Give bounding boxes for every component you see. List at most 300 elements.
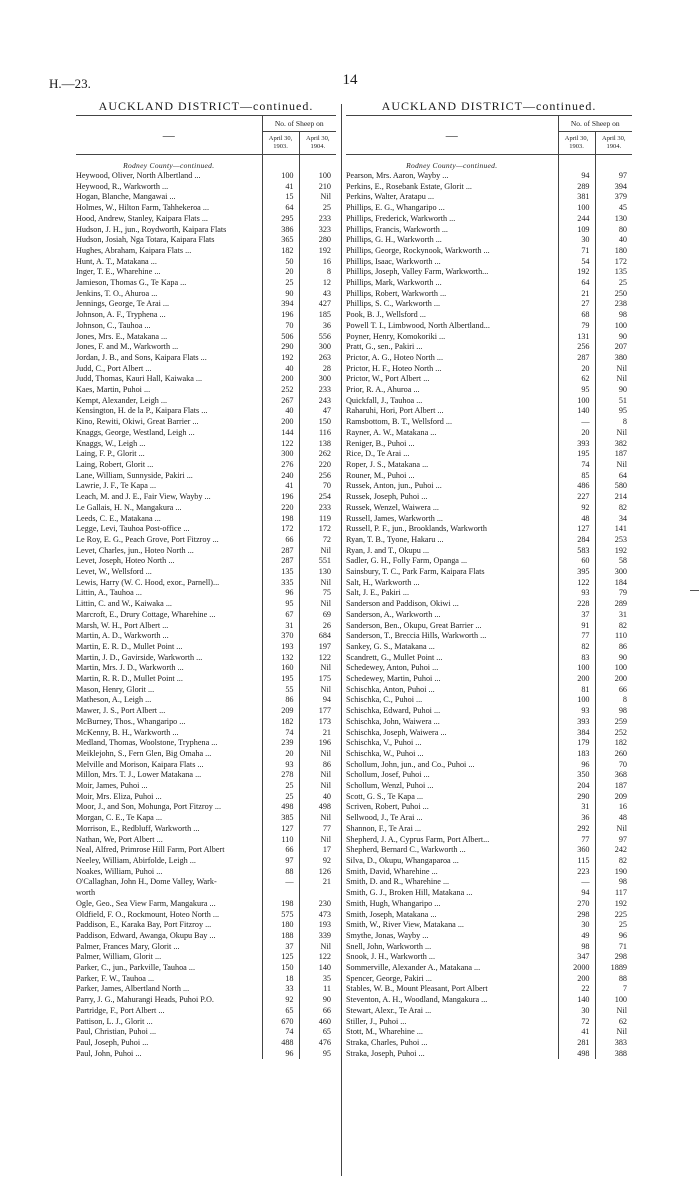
owner-name: Levet, Joseph, Hoteo North ... [76,556,175,566]
sheep-1904: 122 [299,653,336,664]
owner-name: Schischka, C., Puhoi ... [346,695,423,705]
sheep-1904: 192 [299,246,336,257]
sheep-1904: 214 [595,492,632,503]
owner-name: Phillips, Frederick, Warkworth ... [346,213,456,223]
sheep-1903: 72 [558,1017,595,1028]
owner-name: Schischka, W., Puhoi ... [346,748,424,758]
sheep-1903: 583 [558,546,595,557]
sheep-1903: 192 [558,267,595,278]
owner-name: Neeley, William, Abirfolde, Leigh ... [76,856,196,865]
table-row [76,770,336,781]
table-row [76,717,336,728]
sheep-1903: 31 [558,802,595,813]
sheep-1904: 90 [299,995,336,1006]
sheep-1903: 150 [262,963,299,974]
table-row [346,546,632,557]
table-row [76,192,336,203]
owner-name: Schischka, Edward, Puhoi ... [346,706,441,716]
sheep-1904 [299,888,336,899]
owner-name: Phillips, George, Rockynook, Warkworth ... [346,245,490,255]
sheep-1903: 27 [558,299,595,310]
table-row [346,888,632,899]
table-row [76,963,336,974]
sheep-1904: 1889 [595,963,632,974]
sheep-1903: 74 [558,460,595,471]
owner-name: Morrison, E., Redbluff, Warkworth ... [76,823,200,833]
sheep-1903: 20 [558,364,595,375]
sheep-1904: 182 [595,738,632,749]
sheep-1903: — [558,417,595,428]
table-row [76,984,336,995]
sheep-1904: 40 [595,235,632,246]
owner-name: Parker, James, Albertland North ... [76,984,190,994]
sheep-1903: 50 [262,257,299,268]
table-row [346,610,632,621]
left-header-1903: April 30, 1903. [262,132,299,155]
sheep-1903: 195 [262,674,299,685]
sheep-1903: 37 [558,610,595,621]
table-row [76,235,336,246]
table-row [76,974,336,985]
owner-name: Le Roy, E. G., Peach Grove, Port Fitzroy ... [76,534,219,544]
owner-name: Medland, Thomas, Woolstone, Tryphena ... [76,738,218,748]
table-row [76,760,336,771]
sheep-1903: 298 [558,910,595,921]
table-row [76,492,336,503]
sheep-1903: 381 [558,192,595,203]
table-row [346,931,632,942]
owner-name: Hood, Andrew, Stanley, Kaipara Flats ... [76,213,208,223]
sheep-1904: 141 [595,524,632,535]
table-row [346,856,632,867]
sheep-1903: 498 [558,1049,595,1060]
owner-name: Smith, D. and R., Wharehine ... [346,877,450,887]
table-row [76,535,336,546]
table-row [346,353,632,364]
sheep-1904: 25 [595,920,632,931]
sheep-1903: 220 [262,503,299,514]
owner-name: Smith, Joseph, Matakana ... [346,909,437,919]
table-row [346,717,632,728]
table-row [346,695,632,706]
sheep-1903: 25 [262,792,299,803]
table-row [76,1038,336,1049]
owner-name: Leach, M. and J. E., Fair View, Wayby ... [76,492,211,502]
sheep-1903: 98 [558,942,595,953]
table-row [76,749,336,760]
page-number: 14 [342,72,358,88]
owner-name: Heywood, Oliver, North Albertland ... [76,171,201,180]
owner-name: Matheson, A., Leigh ... [76,695,152,705]
table-row [76,610,336,621]
sheep-1903: 81 [558,685,595,696]
table-row [346,225,632,236]
owner-name: Laing, F. P., Glorit ... [76,449,145,459]
sheep-1903: 85 [558,471,595,482]
owner-name: Knaggs, W., Leigh ... [76,438,146,448]
sheep-1904: 119 [299,514,336,525]
owner-name: Poyner, Henry, Komokoriki ... [346,331,446,341]
owner-name: Palmer, Frances Mary, Glorit ... [76,941,180,951]
sheep-1904: 70 [595,760,632,771]
table-row [346,471,632,482]
owner-name: Hughes, Abraham, Kaipara Flats ... [76,245,192,255]
table-row [76,685,336,696]
table-row [346,588,632,599]
sheep-1904: 551 [299,556,336,567]
table-row [346,492,632,503]
owner-name: Schischka, Joseph, Waiwera ... [346,727,447,737]
table-row [76,1006,336,1017]
sheep-1903: 40 [262,406,299,417]
sheep-1903: 94 [558,171,595,182]
owner-name: Martin, R. R. D., Mullet Point ... [76,674,183,684]
owner-name: Kaes, Martin, Puhoi ... [76,385,151,395]
owner-name: Smith, G. J., Broken Hill, Matakana ... [346,888,473,898]
sheep-1904: 35 [299,974,336,985]
sheep-1903: 96 [262,1049,299,1060]
owner-name: Schollum, John, jun., and Co., Puhoi ... [346,759,475,769]
sheep-1904: Nil [595,1006,632,1017]
table-row [76,225,336,236]
sheep-1903: 30 [558,920,595,931]
sheep-1904: Nil [595,824,632,835]
sheep-1904: 187 [595,449,632,460]
sheep-1904: 96 [595,931,632,942]
owner-name: Leeds, C. E., Matakana ... [76,513,161,523]
sheep-1904: 71 [595,942,632,953]
owner-name: Rouner, M., Puhoi ... [346,470,415,480]
sheep-1903: 395 [558,567,595,578]
sheep-1904: 476 [299,1038,336,1049]
sheep-1903: 100 [558,396,595,407]
sheep-1904: 250 [595,289,632,300]
sheep-1904: 66 [299,1006,336,1017]
table-row [346,192,632,203]
table-row [346,267,632,278]
sheep-1903: 96 [558,760,595,771]
table-row [346,514,632,525]
sheep-1903: 182 [262,717,299,728]
owner-name: O'Callaghan, John H., Dome Valley, Wark- [76,877,217,887]
sheep-1904: 47 [299,406,336,417]
sheep-1903: 30 [558,1006,595,1017]
table-row [76,246,336,257]
sheep-1903: 93 [558,588,595,599]
sheep-1903: 252 [262,385,299,396]
sheep-1903: 127 [558,524,595,535]
owner-name: Jenkins, T. O., Ahuroa ... [76,288,158,298]
sheep-1903: 360 [558,845,595,856]
sheep-1904: 51 [595,396,632,407]
sheep-1903: 239 [262,738,299,749]
owner-name: Moir, James, Puhoi ... [76,781,148,791]
table-row [346,460,632,471]
owner-name: Pearson, Mrs. Aaron, Wayby ... [346,171,449,180]
owner-name: Stewart, Alexr., Te Arai ... [346,1005,432,1015]
sheep-1903: — [262,877,299,888]
table-row [76,674,336,685]
sheep-1904: 95 [299,1049,336,1060]
sheep-1903: 88 [262,867,299,878]
sheep-1904: Nil [299,770,336,781]
table-row [346,299,632,310]
table-row [76,342,336,353]
sheep-1903: 109 [558,225,595,236]
owner-name: Perkins, Walter, Aratapu ... [346,192,434,202]
sheep-1903: 160 [262,663,299,674]
sheep-1904: Nil [299,781,336,792]
sheep-1904: 379 [595,192,632,203]
owner-name: Salt, H., Warkworth ... [346,577,420,587]
owner-name: Partridge, F., Port Albert ... [76,1005,165,1015]
table-row [76,353,336,364]
table-row [76,471,336,482]
sheep-1904: 100 [595,321,632,332]
owner-name: Stiller, J., Puhoi ... [346,1016,407,1026]
sheep-1904: 135 [595,267,632,278]
right-sheep-table [346,115,632,1059]
sheep-1904: 82 [595,503,632,514]
table-row [346,1006,632,1017]
table-row [346,235,632,246]
owner-name: Phillips, Francis, Warkworth ... [346,224,448,234]
owner-name: Littin, C. and W., Kaiwaka ... [76,599,172,609]
right-district-title: AUCKLAND DISTRICT—continued. [381,99,597,113]
owner-name: Parry, J. G., Mahurangi Heads, Puhoi P.O. [76,995,214,1005]
owner-name: Schollum, Josef, Puhoi ... [346,770,430,780]
table-row [346,792,632,803]
sheep-1904: 209 [595,792,632,803]
owner-name: Straka, Joseph, Puhoi ... [346,1048,425,1058]
left-county-subhead: Rodney County—continued. [123,161,215,170]
sheep-1903: 74 [262,728,299,739]
sheep-1903: 77 [558,631,595,642]
sheep-1904: 43 [299,289,336,300]
sheep-1904: 64 [595,471,632,482]
sheep-1904: 427 [299,299,336,310]
owner-name: Lane, William, Sunnyside, Pakiri ... [76,470,193,480]
table-row [346,321,632,332]
table-row [346,770,632,781]
sheep-1903: 33 [262,984,299,995]
table-row [76,524,336,535]
sheep-1904: 21 [299,877,336,888]
sheep-1903: 276 [262,460,299,471]
table-row [76,920,336,931]
table-row [346,503,632,514]
sheep-1903: 91 [558,621,595,632]
sheep-1903: 196 [262,492,299,503]
sheep-1903: 37 [262,942,299,953]
sheep-1903: 110 [262,835,299,846]
sheep-1904: 82 [595,856,632,867]
table-row [346,374,632,385]
owner-name: Schedewey, Anton, Puhoi ... [346,663,439,673]
sheep-1903: 209 [262,706,299,717]
owner-name: Hogan, Blanche, Mangawai ... [76,192,176,202]
sheep-1903: 267 [262,396,299,407]
owner-name: Noakes, William, Puhoi ... [76,866,163,876]
sheep-1903: 66 [262,535,299,546]
owner-name: Straka, Charles, Puhoi ... [346,1037,428,1047]
owner-name: Le Gallais, H. N., Mangakura ... [76,502,182,512]
sheep-1903: 287 [558,353,595,364]
table-row [346,396,632,407]
table-row [346,599,632,610]
sheep-1904: 197 [299,642,336,653]
sheep-1903: 144 [262,428,299,439]
sheep-1903: 86 [262,695,299,706]
table-row [76,214,336,225]
table-row [346,621,632,632]
sheep-1904: 130 [595,214,632,225]
table-row [346,1017,632,1028]
table-row [76,728,336,739]
sheep-1903: 227 [558,492,595,503]
sheep-1903: 96 [262,588,299,599]
table-row [76,952,336,963]
owner-name: Jamieson, Thomas G., Te Kapa ... [76,278,187,288]
owner-name: Judd, C., Port Albert ... [76,363,152,373]
table-row [346,203,632,214]
table-row [346,364,632,375]
sheep-1904: 92 [299,856,336,867]
sheep-1904: 77 [299,824,336,835]
sheep-1904: 238 [595,299,632,310]
owner-name: Phillips, S. C., Warkworth ... [346,299,441,309]
sheep-1904: 17 [299,845,336,856]
sheep-1904: 150 [299,417,336,428]
owner-name: Sadler, G. H., Folly Farm, Opanga ... [346,556,468,566]
sheep-1903: 49 [558,931,595,942]
table-row [346,257,632,268]
table-row [346,449,632,460]
sheep-1904: 193 [299,920,336,931]
owner-name: Raharuhi, Hori, Port Albert ... [346,406,444,416]
sheep-1904: Nil [595,374,632,385]
table-row [346,567,632,578]
owner-name: Parker, C., jun., Parkville, Tauhoa ... [76,963,196,973]
sheep-1903: 64 [558,278,595,289]
sheep-1904: 31 [595,610,632,621]
sheep-1903: 183 [558,749,595,760]
table-row [346,663,632,674]
table-row [76,738,336,749]
sheep-1904: 173 [299,717,336,728]
owner-name: Silva, D., Okupu, Whangaparoa ... [346,856,459,865]
table-row [346,289,632,300]
owner-name: Phillips, Isaac, Warkworth ... [346,256,441,266]
sheep-1903: 486 [558,481,595,492]
table-row [76,417,336,428]
left-sheep-table [76,115,336,1059]
sheep-1904: 210 [299,182,336,193]
table-row [346,406,632,417]
sheep-1904: Nil [595,460,632,471]
sheep-1903: 188 [262,931,299,942]
owner-name: Steventon, A. H., Woodland, Mangakura ... [346,995,488,1005]
owner-name: Lawrie, J. F., Te Kapa ... [76,481,157,491]
table-row [76,856,336,867]
table-row [76,385,336,396]
sheep-1904: 259 [595,717,632,728]
table-row [346,535,632,546]
sheep-1903: 140 [558,406,595,417]
owner-name: Paddison, Edward, Awanga, Okupu Bay ... [76,930,216,940]
sheep-1903: 55 [262,685,299,696]
table-row [346,439,632,450]
owner-name: Marsh, W. H., Port Albert ... [76,620,169,630]
table-row [346,1038,632,1049]
sheep-1904: 25 [595,278,632,289]
sheep-1903: 36 [558,813,595,824]
owner-name: Meiklejohn, S., Fern Glen, Big Omaha ... [76,748,212,758]
sheep-1904: Nil [299,749,336,760]
owner-name: Sanderson, A., Warkworth ... [346,609,441,619]
owner-name: Hudson, J. H., jun., Roydworth, Kaipara Flats [76,224,227,234]
owner-name: Millon, Mrs. T. J., Lower Matakana ... [76,770,202,780]
table-row [346,1027,632,1038]
table-row [76,1017,336,1028]
sheep-1903: 200 [558,974,595,985]
table-row [76,621,336,632]
sheep-1903: 62 [558,374,595,385]
sheep-1904: 7 [595,984,632,995]
owner-name: Shepherd, Bernard C., Warkworth ... [346,845,466,855]
table-row [76,695,336,706]
sheep-1904: Nil [299,813,336,824]
owner-name: Legge, Levi, Tauhoa Post-office ... [76,524,190,534]
sheep-1904: 140 [299,963,336,974]
sheep-1904: 556 [299,332,336,343]
table-row [346,182,632,193]
sheep-1903: — [558,877,595,888]
owner-name: Jones, F. and M., Warkworth ... [76,342,179,352]
sheep-1904: 86 [299,760,336,771]
table-row [346,867,632,878]
owner-name: Snell, John, Warkworth ... [346,941,432,951]
owner-name: Stables, W. B., Mount Pleasant, Port Albert [346,984,488,994]
sheep-1903: 287 [262,546,299,557]
table-row [76,396,336,407]
sheep-1904: 233 [299,503,336,514]
table-row [76,460,336,471]
left-district-title: AUCKLAND DISTRICT—continued. [98,99,314,113]
sheep-1904: 138 [299,439,336,450]
sheep-1904: 498 [299,802,336,813]
sheep-1903: 20 [262,267,299,278]
table-row [346,278,632,289]
sheep-1903: 506 [262,332,299,343]
sheep-1904: 75 [299,588,336,599]
sheep-1903: 386 [262,225,299,236]
owner-name: Ryan, T. B., Tyone, Hakaru ... [346,534,444,544]
owner-name: Knaggs, George, Westland, Leigh ... [76,427,195,437]
sheep-1903: 196 [262,310,299,321]
sheep-1903: 370 [262,631,299,642]
sheep-1903: 125 [262,952,299,963]
owner-name: Nathan, We, Port Albert ... [76,834,163,844]
owner-name: Moor, J., and Son, Mohunga, Port Fitzroy ... [76,802,221,812]
sheep-1904: 243 [299,396,336,407]
table-row [76,203,336,214]
owner-name: Shepherd, J. A., Cyprus Farm, Port Albert... [346,834,490,844]
table-row [76,257,336,268]
table-row [76,171,336,182]
owner-name: Heywood, R., Warkworth ... [76,181,169,191]
left-column [76,97,336,1059]
